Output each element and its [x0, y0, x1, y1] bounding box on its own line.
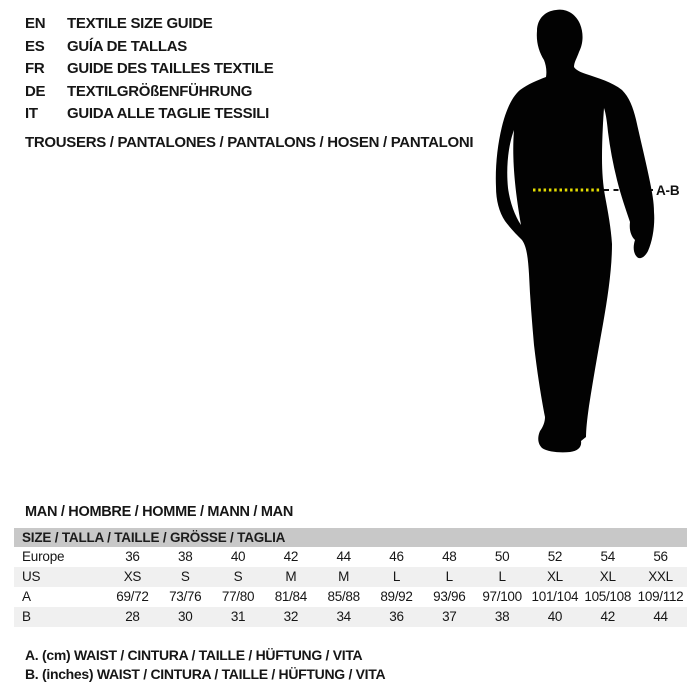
size-cell: 73/76 [169, 589, 202, 604]
size-cell: L [445, 569, 453, 584]
size-cell: 42 [600, 609, 615, 624]
language-code: EN [25, 15, 46, 32]
size-cell: S [233, 569, 243, 584]
language-title: GUIDE DES TAILLES TEXTILE [67, 60, 274, 78]
size-cell: 50 [494, 549, 510, 564]
table-body [14, 547, 687, 627]
size-cell: 42 [283, 549, 299, 564]
size-cell: 52 [547, 549, 563, 564]
size-cell: 38 [178, 549, 193, 564]
language-title: GUIDA ALLE TAGLIE TESSILI [67, 105, 269, 123]
language-title: TEXTILGRÖßENFÜHRUNG [67, 82, 253, 100]
size-cell: 81/84 [274, 589, 307, 604]
size-cell: 69/72 [116, 589, 149, 604]
size-cell: XL [599, 569, 616, 584]
size-table [14, 528, 687, 627]
footnotes [25, 646, 385, 684]
table-row [14, 587, 687, 607]
size-cell: 101/104 [531, 589, 579, 604]
size-cell: M [338, 569, 350, 584]
category-title: TROUSERS / PANTALONES / PANTALONS / HOSEN / PANTALONI [25, 134, 474, 151]
size-cell: 44 [336, 549, 351, 564]
size-cell: 40 [230, 549, 246, 564]
section-title: MAN / HOMBRE / HOMME / MANN / MAN [25, 504, 294, 520]
size-cell: 93/96 [433, 589, 466, 604]
size-cell: L [498, 569, 506, 584]
size-cell: S [180, 569, 190, 584]
language-code: FR [25, 60, 45, 78]
size-cell: 77/80 [221, 589, 255, 604]
language-title: GUÍA DE TALLAS [67, 37, 187, 55]
size-cell: 48 [442, 549, 457, 564]
row-label: Europe [22, 549, 65, 564]
size-cell: 28 [125, 609, 140, 624]
size-cell: 36 [125, 549, 140, 564]
language-code: IT [25, 105, 38, 123]
size-cell: 36 [389, 609, 404, 624]
size-cell: 38 [494, 609, 510, 624]
table-header: SIZE / TALLA / TAILLE / GRÖSSE / TAGLIA [14, 528, 687, 547]
size-cell: 109/112 [637, 589, 684, 604]
row-label: A [22, 589, 31, 604]
size-cell: 37 [442, 609, 457, 624]
size-cell: XXL [648, 569, 673, 584]
size-cell: 34 [336, 609, 351, 624]
language-code: DE [25, 82, 46, 100]
size-cell: 85/88 [327, 589, 360, 604]
size-cell: 56 [653, 549, 668, 564]
language-title: TEXTILE SIZE GUIDE [67, 15, 213, 32]
table-row [14, 567, 687, 587]
footnote: A. (cm) WAIST / CINTURA / TAILLE / HÜFTUNG / VITA [25, 647, 363, 663]
size-cell: M [285, 569, 297, 584]
row-label: B [22, 609, 31, 624]
size-cell: XL [546, 569, 563, 584]
size-cell: 31 [230, 609, 246, 624]
table-row [14, 547, 687, 567]
measure-label: A-B [656, 183, 680, 198]
footnote: B. (inches) WAIST / CINTURA / TAILLE / HÜFTUNG / VITA [25, 666, 386, 682]
size-cell: L [392, 569, 401, 584]
size-cell: XS [123, 569, 142, 584]
size-cell: 46 [389, 549, 404, 564]
size-cell: 89/92 [380, 589, 413, 604]
size-cell: 30 [178, 609, 193, 624]
size-cell: 54 [600, 549, 615, 564]
size-cell: 105/108 [584, 589, 632, 604]
row-label: US [22, 569, 41, 584]
man-silhouette-icon [496, 10, 654, 453]
size-cell: 44 [653, 609, 668, 624]
size-cell: 40 [547, 609, 563, 624]
language-code: ES [25, 37, 45, 55]
table-row [14, 607, 687, 627]
size-cell: 32 [283, 609, 299, 624]
size-cell: 97/100 [482, 589, 522, 604]
